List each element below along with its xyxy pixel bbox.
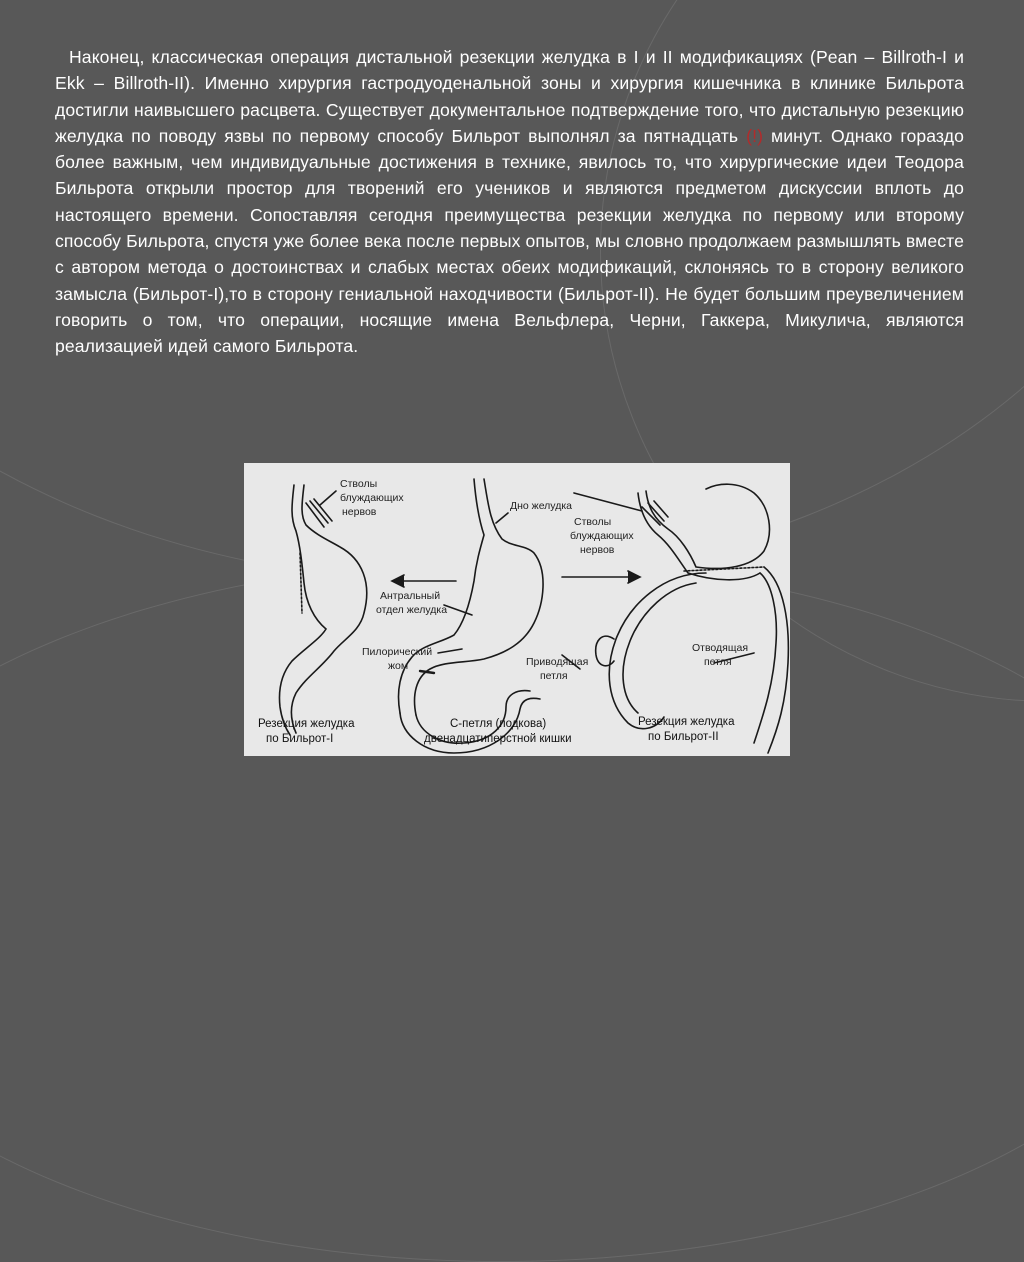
svg-text:отдел желудка: отдел желудка [376, 604, 448, 616]
billroth-1-drawing [280, 485, 367, 735]
svg-text:по Бильрот-I: по Бильрот-I [266, 733, 334, 745]
svg-text:нервов: нервов [342, 506, 377, 518]
paragraph-part2: минут. Однако гораздо более важным, чем индивидуальные достижения в технике, явилось то, что хирургические идеи Теодора Бильрота открыли простор для творений его учеников и являются предметом дискуссии вплоть до настоящего времени. Сопоставляя сегодня преимущества резекции желудка по первому или второму способу Бильрота, спустя уже более века после первых опытов, мы словно продолжаем размышлять вместе с автором метода о достоинствах и слабых местах обеих модификаций, склоняясь то в сторону великого замысла (Бильрот-I),то в сторону гениальной находчивости (Бильрот-II). Не будет большим преувеличением говорить о том, что операции, носящие имена Вельфлера, Черни, Гаккера, Микулича, являются реализацией идей самого Бильрота. [55, 125, 964, 357]
emphasis-mark: (!) [746, 125, 764, 146]
svg-text:по Бильрот-II: по Бильрот-II [648, 731, 719, 743]
diagram-svg [244, 463, 790, 756]
caption-billroth-2: Резекция желудка [638, 716, 735, 728]
svg-text:жом: жом [388, 660, 409, 672]
arrows [392, 571, 640, 587]
label-afferent: Приводящая [526, 656, 589, 668]
svg-text:двенадцатиперстной кишки: двенадцатиперстной кишки [424, 733, 572, 745]
label-efferent: Отводящая [692, 642, 749, 654]
normal-stomach-drawing [399, 479, 547, 753]
svg-text:петля: петля [704, 656, 732, 668]
label-fundus: Дно желудка [510, 500, 573, 512]
paragraph-part1: Наконец, классическая операция дистальной резекции желудка в I и II модификациях (Pean – Billroth-I и Ekk – Billroth-II). Именно хирургия гастродуоденальной зоны и хирургия кишечника в клинике Бильрота достигли наивысшего расцвета. Существует документальное подтверждение того, что дистальную резекцию желудка по поводу язвы по первому способу Бильрот выполнял за пятнадцать [55, 47, 964, 146]
label-pyloric: Пилорический [362, 646, 433, 658]
svg-text:петля: петля [540, 670, 568, 682]
caption-billroth-1: Резекция желудка [258, 718, 355, 730]
svg-text:нервов: нервов [580, 544, 615, 556]
label-vagal-left: Стволы [340, 478, 378, 490]
caption-c-loop: С-петля (подкова) [450, 718, 547, 730]
body-paragraph [55, 44, 964, 360]
billroth-2-drawing [596, 484, 789, 753]
label-antral: Антральный [380, 590, 441, 602]
svg-text:блуждающих: блуждающих [340, 492, 404, 504]
label-vagal-right: Стволы [574, 516, 612, 528]
svg-text:блуждающих: блуждающих [570, 530, 634, 542]
resection-diagram [244, 463, 790, 756]
